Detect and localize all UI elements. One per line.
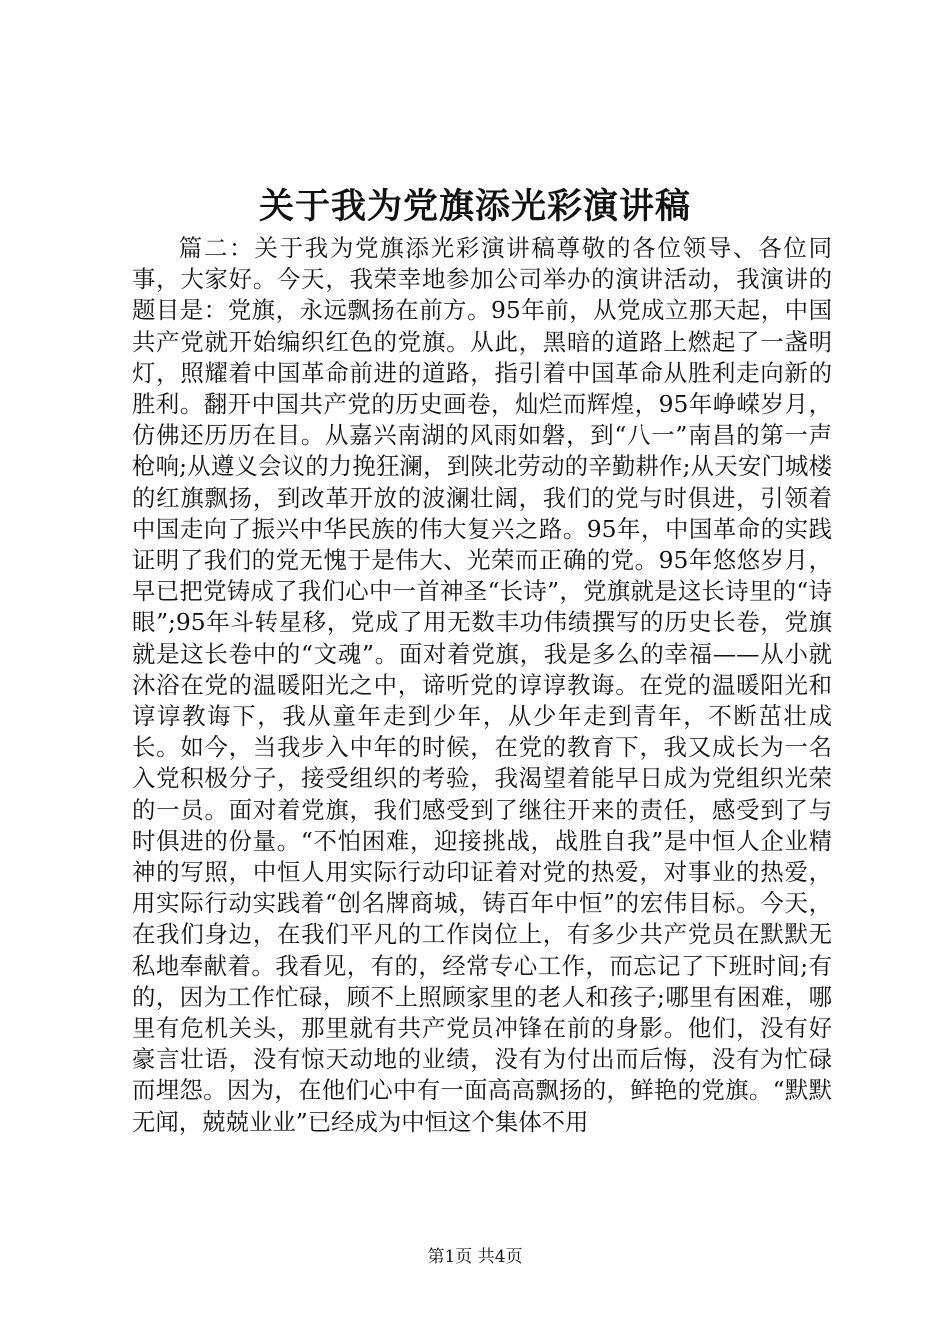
page-number-footer: 第1页 共4页 (427, 1247, 523, 1267)
document-title: 关于我为党旗添光彩演讲稿 (258, 186, 691, 227)
document-body-paragraph: 篇二：关于我为党旗添光彩演讲稿尊敬的各位领导、各位同事，大家好。今天，我荣幸地参加公司举办的演讲活动，我演讲的题目是：党旗，永远飘扬在前方。95年前，从党成立那天起，中国共产党就开始编织红色的党旗。从此，黑暗的道路上燃起了一盏明灯，照耀着中国革命前进的道路，指引着中国革命从胜利走向新的胜利。翻开中国共产党的历史画卷，灿烂而辉煌，95年峥嵘岁月，仿佛还历历在目。从嘉兴南湖的风雨如磐，到“八一”南昌的第一声枪响;从遵义会议的力挽狂澜，到陕北劳动的辛勤耕作;从天安门城楼的红旗飘扬，到改革开放的波澜壮阔，我们的党与时俱进，引领着中国走向了振兴中华民族的伟大复兴之路。95年，中国革命的实践证明了我们的党无愧于是伟大、光荣而正确的党。95年悠悠岁月，早已把党铸成了我们心中一首神圣“长诗”，党旗就是这长诗里的“诗眼”;95年斗转星移，党成了用无数丰功伟绩撰写的历史长卷，党旗就是这长卷中的“文魂”。面对着党旗，我是多么的幸福——从小就沐浴在党的温暖阳光之中，谛听党的谆谆教诲。在党的温暖阳光和谆谆教诲下，我从童年走到少年，从少年走到青年，不断茁壮成长。如今，当我步入中年的时候，在党的教育下，我又成长为一名入党积极分子，接受组织的考验，我渴望着能早日成为党组织光荣的一员。面对着党旗，我们感受到了继往开来的责任，感受到了与时俱进的份量。“不怕困难，迎接挑战，战胜自我”是中恒人企业精神的写照，中恒人用实际行动印证着对党的热爱，对事业的热爱，用实际行动实践着“创名牌商城，铸百年中恒”的宏伟目标。今天，在我们身边，在我们平凡的工作岗位上，有多少共产党员在默默无私地奉献着。我看见，有的，经常专心工作，而忘记了下班时间;有的，因为工作忙碌，顾不上照顾家里的老人和孩子;哪里有困难，哪里有危机关头，那里就有共产党员冲锋在前的身影。他们，没有好豪言壮语，没有惊天动地的业绩，没有为付出而后悔，没有为忙碌而埋怨。因为，在他们心中有一面高高飘扬的，鲜艳的党旗。“默默无闻，兢兢业业”已经成为中恒这个集体不用 (132, 234, 832, 1136)
